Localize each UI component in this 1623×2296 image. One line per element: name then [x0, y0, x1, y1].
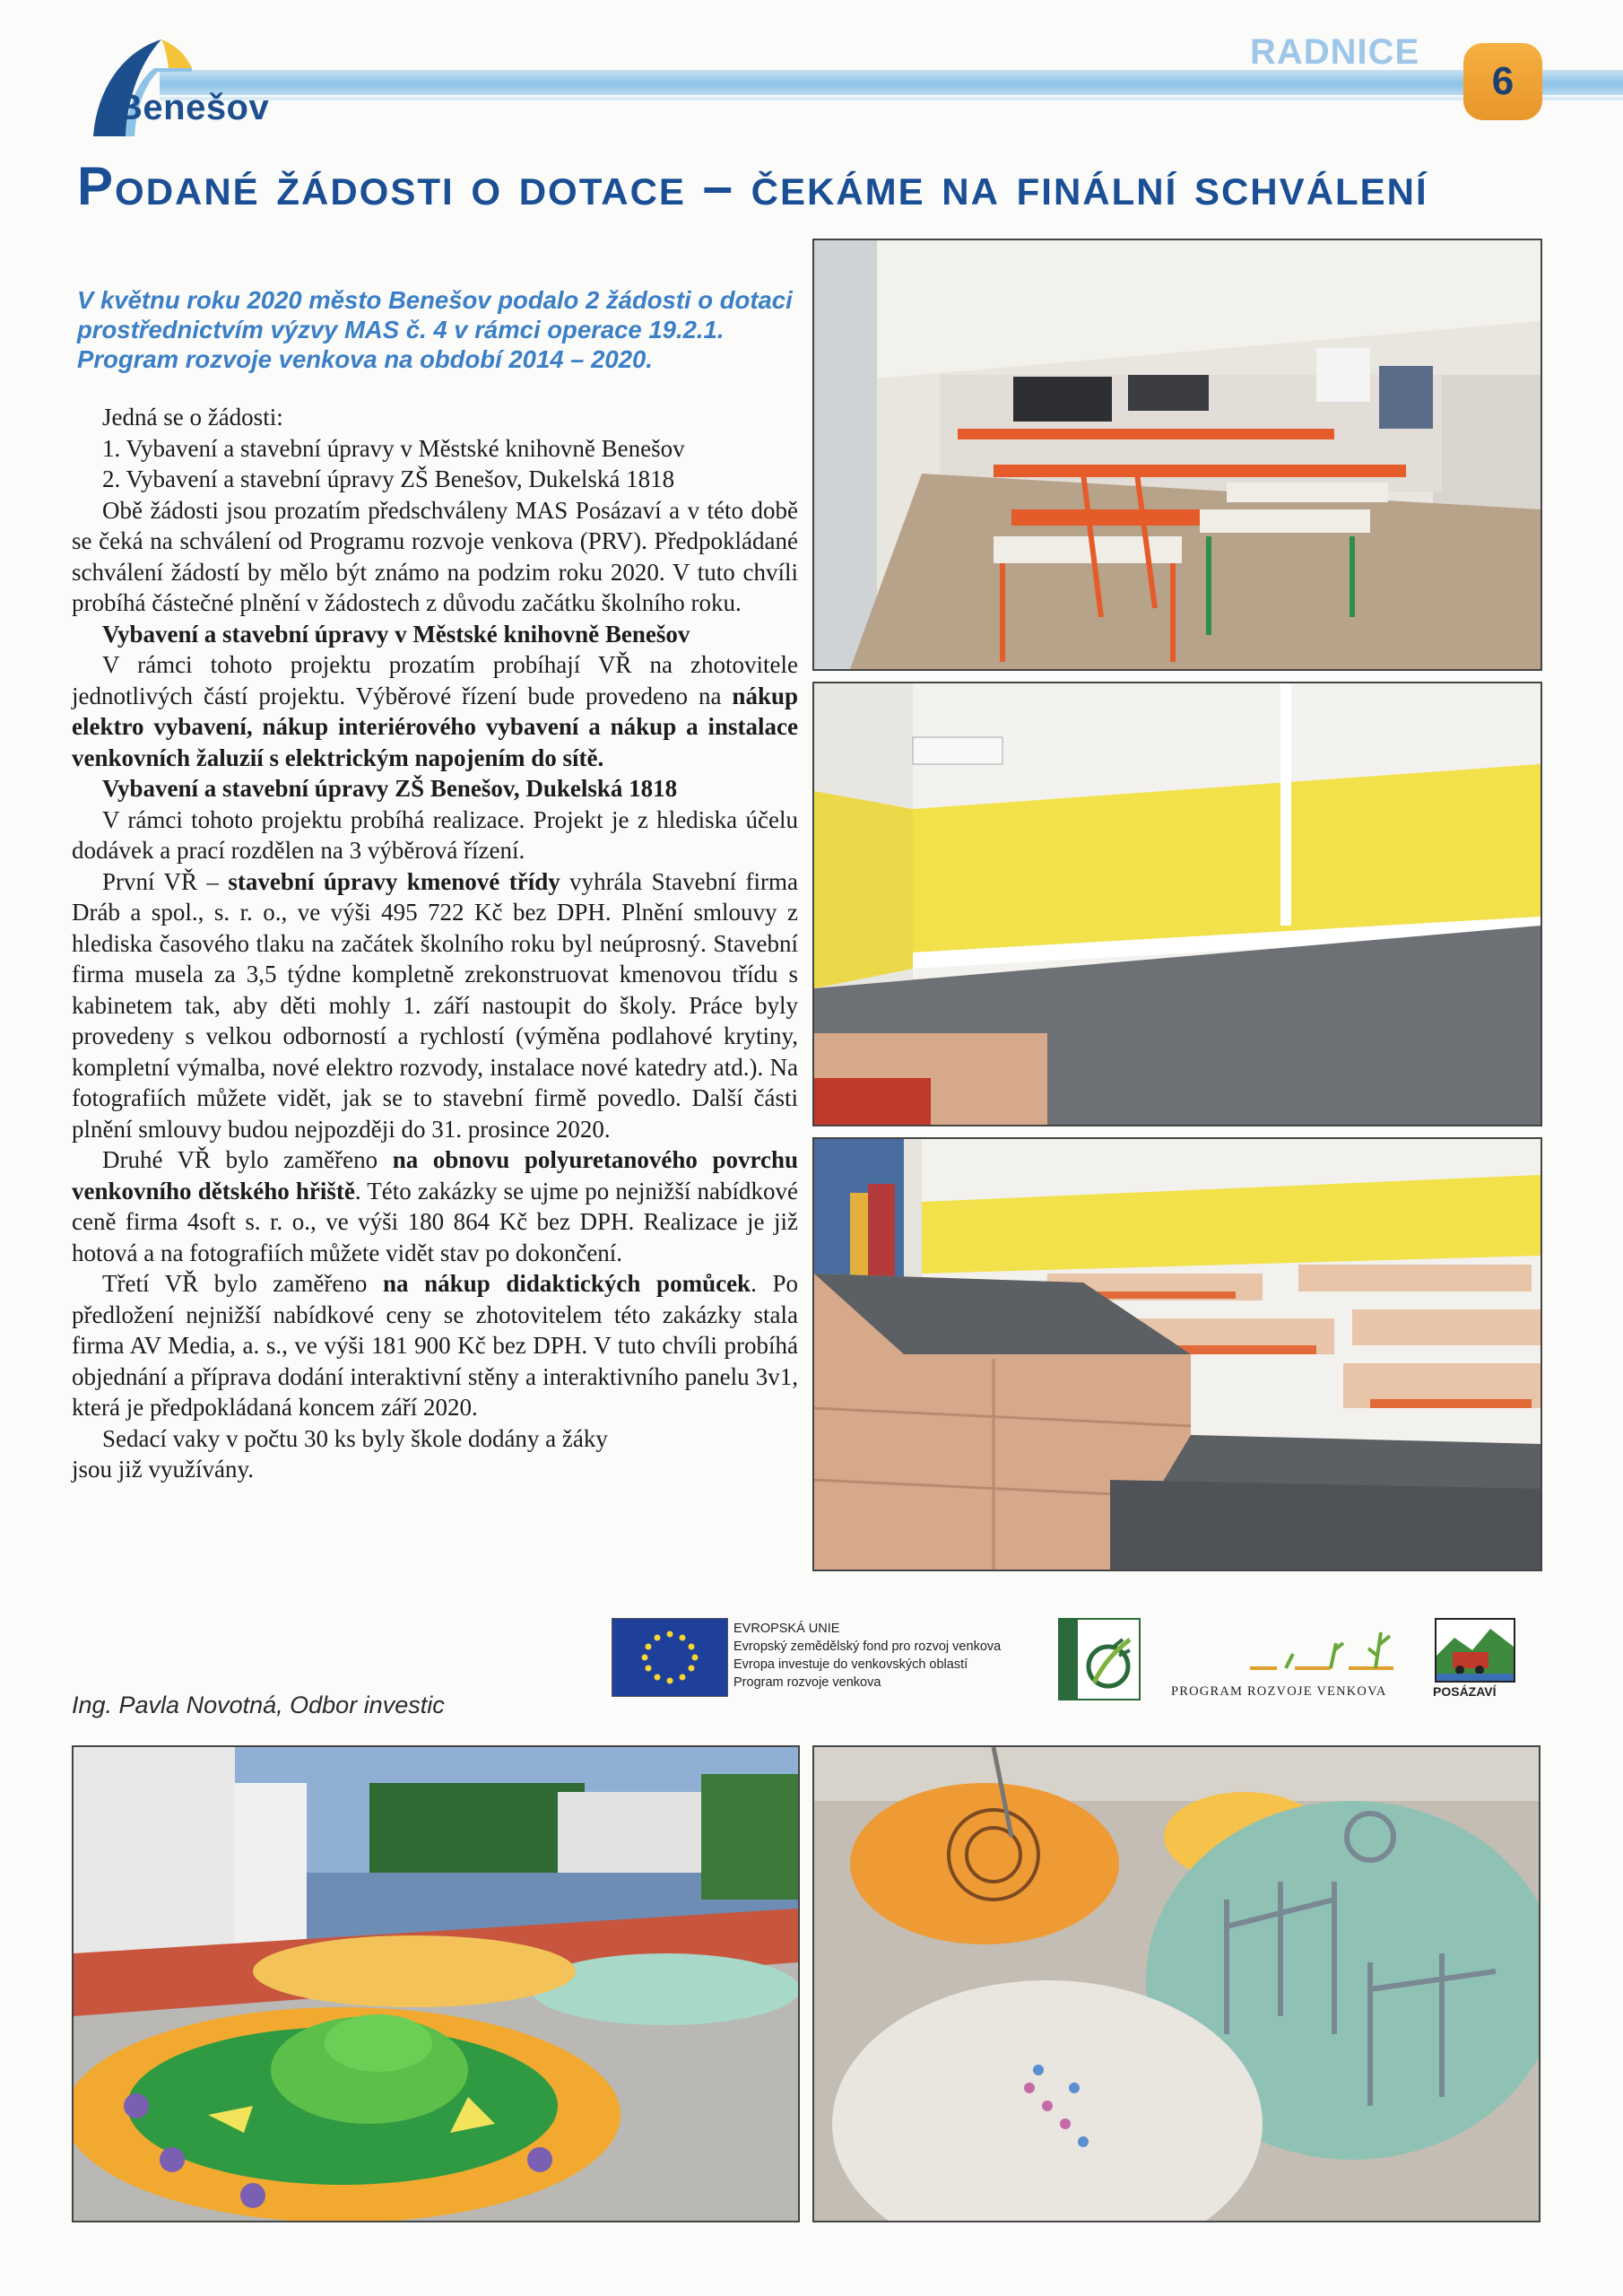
eu-line: Program rozvoje venkova — [733, 1675, 881, 1690]
library-paragraph — [72, 649, 798, 773]
classroom-photo-1 — [812, 239, 1542, 671]
first-tender-bold: stavební úpravy kmenové třídy — [228, 867, 560, 895]
prv-label: PROGRAM ROZVOJE VENKOVA — [1171, 1684, 1387, 1699]
school-heading: Vybavení a stavební úpravy ZŠ Benešov, Dukelská 1818 — [102, 775, 678, 802]
school-paragraph: V rámci tohoto projektu probíhá realizace. Projekt je z hlediska účelu dodávek a prací rozdělen na 3 výběrová řízení. — [72, 805, 798, 864]
eu-line: EVROPSKÁ UNIE — [733, 1622, 840, 1636]
prv-logo-icon — [1241, 1614, 1402, 1677]
header-band — [160, 70, 1623, 95]
intro-text: Jedná se o žádosti: — [102, 404, 283, 430]
eu-funding-text — [733, 1620, 1047, 1692]
playground-photo-1 — [72, 1745, 800, 2222]
first-tender-lead: První VŘ – — [102, 867, 229, 895]
article-title: Podané žádosti o dotace – čekáme na finální schválení — [77, 156, 1428, 216]
page-number-badge: 6 — [1463, 43, 1542, 120]
article-lead: V květnu roku 2020 město Benešov podalo 2 žádosti o dotaci prostřednictvím výzvy MAS č. 4 v rámci operace 19.2.1. Program rozvoje venkova na období 2014 – 2020. — [77, 286, 793, 373]
third-tender-lead: Třetí VŘ bylo zaměřeno — [102, 1270, 383, 1297]
third-tender-text: . Po předložení nejnižší nabídkové ceny se zhotovitelem této zakázky stala firma AV Media, a. s., ve výši 181 900 Kč bez DPH. V tuto chvíli probíhá objednání a příprava dodání interaktivní stěny a interaktivního panelu 3v1, která je předpokládaná koncem září 2020. — [72, 1270, 798, 1421]
second-tender-lead: Druhé VŘ bylo zaměřeno — [102, 1146, 393, 1173]
third-tender-paragraph — [72, 1268, 798, 1423]
second-tender-text: . Této zakázky se ujme po nejnižší nabídkové ceně firma 4soft s. r. o., ve výši 180 864 Kč bez DPH. Realizace je již hotová a na fotografiích můžete vidět stav po dokončení. — [72, 1177, 798, 1266]
section-label: RADNICE — [1250, 32, 1420, 72]
header-band-accent — [160, 97, 1623, 100]
article-author: Ing. Pavla Novotná, Odbor investic — [72, 1692, 445, 1718]
playground-photo-2 — [812, 1745, 1541, 2222]
list-item: 2. Vybavení a stavební úpravy ZŠ Benešov, Dukelská 1818 — [102, 465, 675, 492]
library-heading: Vybavení a stavební úpravy v Městské knihovně Benešov — [102, 620, 690, 648]
eu-line: Evropa investuje do venkovských oblastí — [733, 1657, 968, 1672]
town-name: Benešov — [117, 88, 270, 127]
article-body — [72, 402, 798, 1485]
library-text: V rámci tohoto projektu prozatím probíhají VŘ na zhotovitele jednotlivých částí projektu. Výběrové řízení bude provedeno na — [72, 651, 798, 709]
classroom-photo-3 — [812, 1137, 1542, 1571]
eu-flag-icon — [612, 1618, 728, 1697]
posazavi-logo-icon — [1435, 1618, 1515, 1683]
list-item: 1. Vybavení a stavební úpravy v Městské knihovně Benešov — [102, 434, 685, 462]
first-tender-text: vyhrála Stavební firma Dráb a spol., s. r. o., ve výši 495 722 Kč bez DPH. Plnění smlouvy z hlediska časového tlaku na začátek školního roku byl neúprosný. Stavební firma musela za 3,5 týdne kompletně zrekonstruovat kmenovou třídu s kabinetem tak, aby děti mohly 1. září nastoupit do školy. Práce byly provedeny s velkou odborností a rychlostí (výměna podlahové krytiny, kompletní výmalba, nové elektro rozvody, instalace nové katedry atd.). Na fotografiích můžete vidět, jak se to stavební firmě povedlo. Další části plnění smlouvy budou nejpozději do 31. prosince 2020. — [72, 867, 798, 1143]
library-text-bold: nákup elektro vybavení, nákup interiérového vybavení a nákup a instalace venkovních žaluzií s elektrickým napojením do sítě. — [72, 682, 798, 771]
eu-line: Evropský zemědělský fond pro rozvoj venkova — [733, 1639, 1002, 1654]
classroom-photo-2 — [812, 682, 1542, 1126]
posazavi-label: POSÁZAVÍ — [1433, 1684, 1497, 1699]
second-tender-paragraph — [72, 1144, 798, 1268]
status-paragraph: Obě žádosti jsou prozatím předschváleny MAS Posázaví a v této době se čeká na schválení od Programu rozvoje venkova (PRV). Předpokládané schválení žádostí by mělo být známo na podzim roku 2020. V tuto chvíli probíhá částečné plnění v žádostech z důvodu začátku školního roku. — [72, 496, 798, 616]
beanbags-paragraph: Sedací vaky v počtu 30 ks byly škole dodány a žáky jsou již využívány. — [72, 1424, 608, 1483]
first-tender-paragraph — [72, 866, 798, 1145]
second-tender-bold: na obnovu polyuretanového povrchu venkovního dětského hřiště — [72, 1146, 798, 1205]
leader-logo-icon — [1058, 1618, 1141, 1700]
third-tender-bold: na nákup didaktických pomůcek — [383, 1270, 751, 1297]
